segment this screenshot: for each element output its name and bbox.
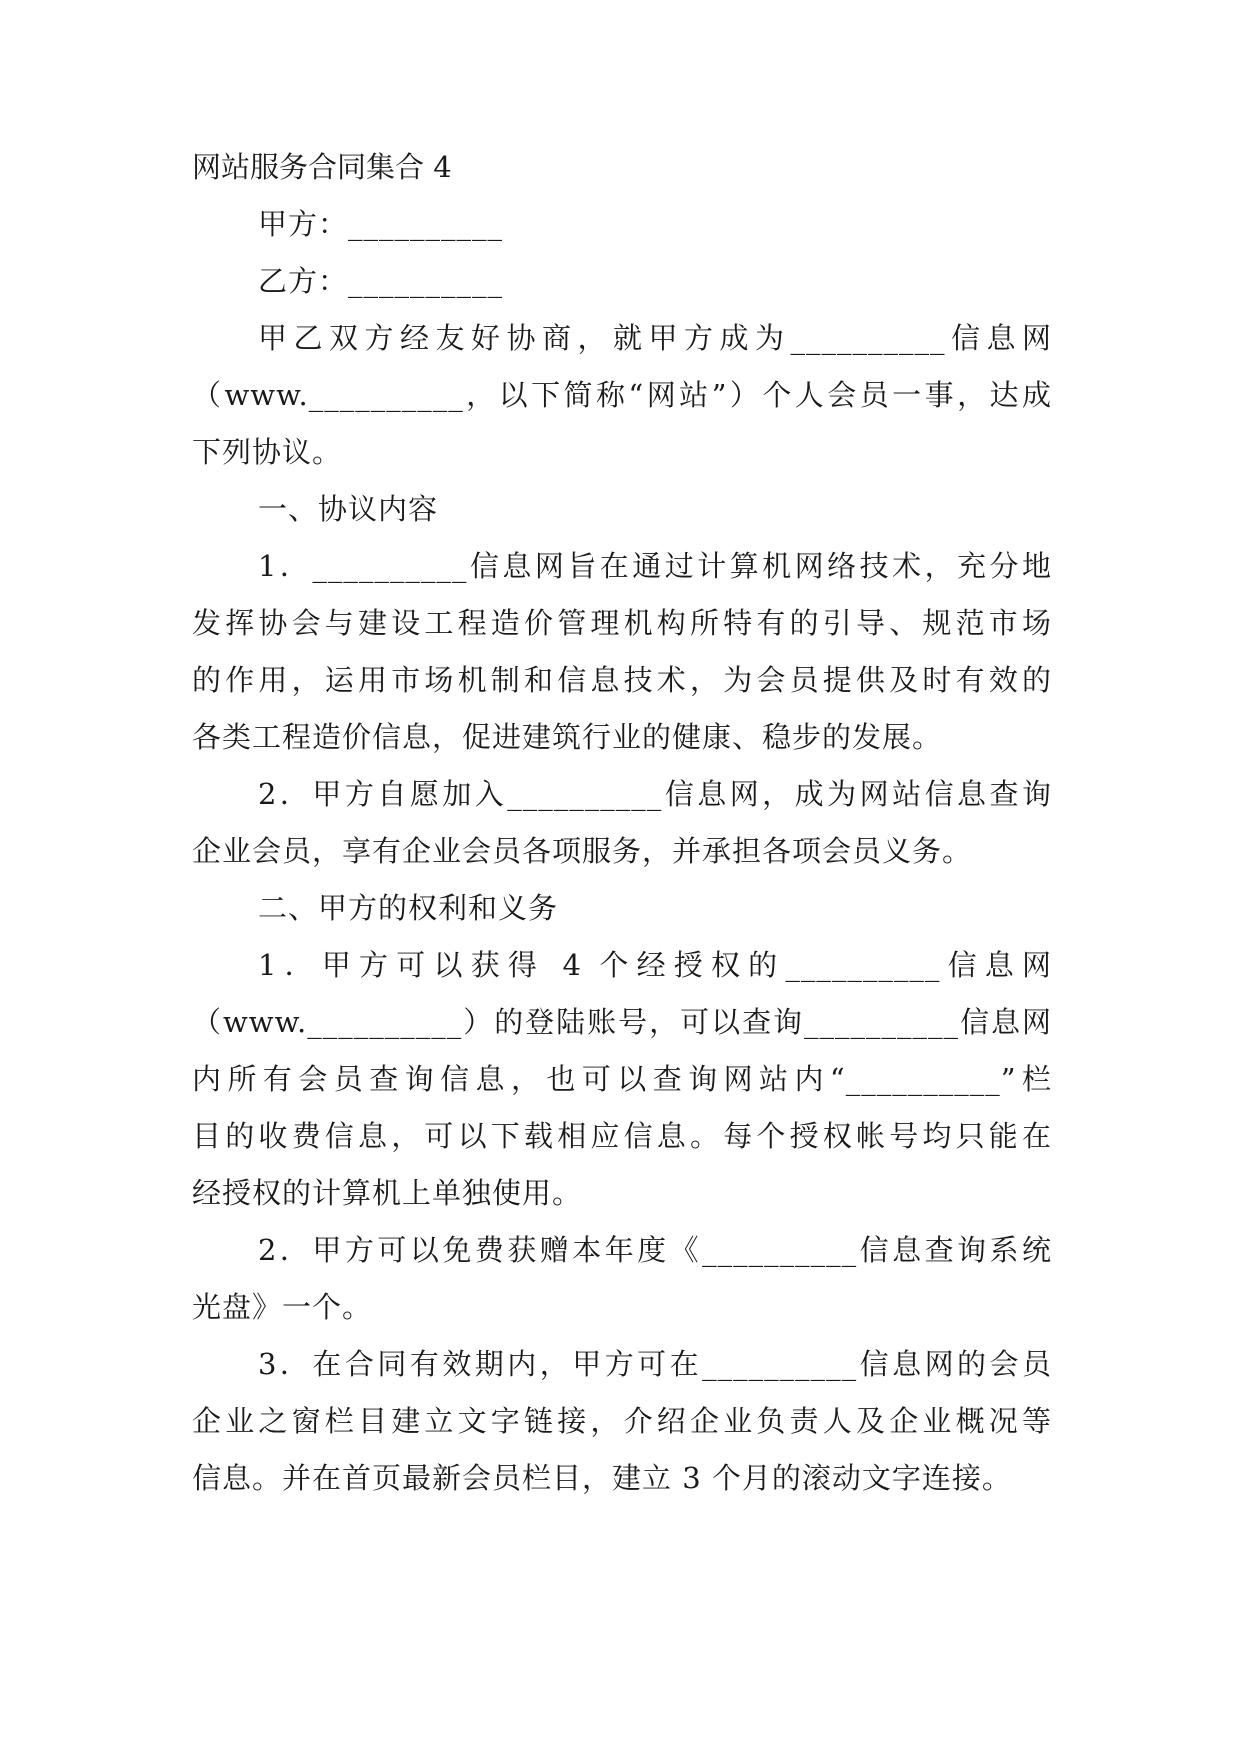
paragraph-line: 各类工程造价信息，促进建筑行业的健康、稳步的发展。 <box>192 720 943 754</box>
paragraph-line: 3．在合同有效期内，甲方可在__________信息网的会员 <box>258 1347 1052 1381</box>
party-a-line: 甲方：__________ <box>258 207 504 241</box>
paragraph-line: 内所有会员查询信息，也可以查询网站内“__________”栏 <box>192 1062 1052 1096</box>
party-b-line: 乙方：__________ <box>258 264 504 298</box>
paragraph-line: 下列协议。 <box>192 435 343 469</box>
paragraph-line: 发挥协会与建设工程造价管理机构所特有的引导、规范市场 <box>192 606 1052 640</box>
paragraph-line: （www.__________，以下简称“网站”）个人会员一事，达成 <box>192 378 1052 412</box>
paragraph-line: 1．__________信息网旨在通过计算机网络技术，充分地 <box>258 549 1052 583</box>
section-heading: 二、甲方的权利和义务 <box>258 891 559 925</box>
paragraph-line: 2．甲方可以免费获赠本年度《__________信息查询系统 <box>258 1233 1052 1267</box>
section-heading: 一、协议内容 <box>258 492 439 526</box>
paragraph-line: （www.__________）的登陆账号，可以查询__________信息网 <box>192 1005 1052 1039</box>
paragraph-line: 甲乙双方经友好协商，就甲方成为__________信息网 <box>258 321 1052 355</box>
paragraph-line: 目的收费信息，可以下载相应信息。每个授权帐号均只能在 <box>192 1119 1052 1153</box>
paragraph-line: 1．甲方可以获得 4 个经授权的__________信息网 <box>258 948 1052 982</box>
paragraph-line: 2．甲方自愿加入__________信息网，成为网站信息查询 <box>258 777 1052 811</box>
paragraph-line: 的作用，运用市场机制和信息技术，为会员提供及时有效的 <box>192 663 1052 697</box>
paragraph-line: 企业之窗栏目建立文字链接，介绍企业负责人及企业概况等 <box>192 1404 1052 1438</box>
paragraph-line: 企业会员，享有企业会员各项服务，并承担各项会员义务。 <box>192 834 973 868</box>
paragraph-line: 信息。并在首页最新会员栏目，建立 3 个月的滚动文字连接。 <box>192 1461 1012 1495</box>
paragraph-line: 经授权的计算机上单独使用。 <box>192 1176 583 1210</box>
document-title: 网站服务合同集合 4 <box>192 150 452 184</box>
paragraph-line: 光盘》一个。 <box>192 1290 373 1324</box>
